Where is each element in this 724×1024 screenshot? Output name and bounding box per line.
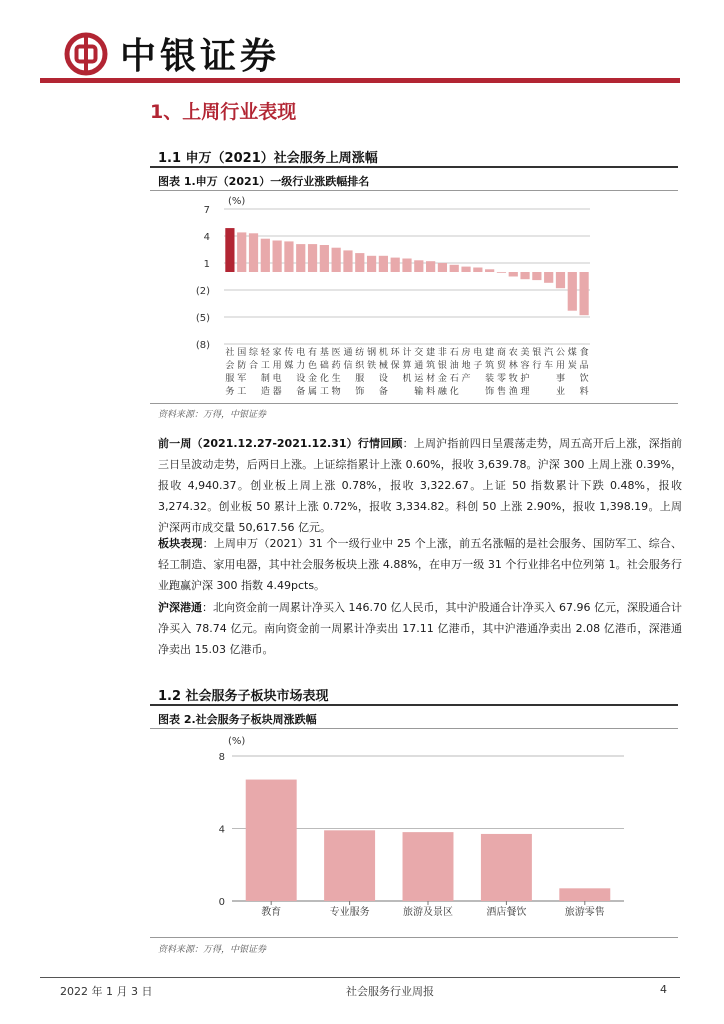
chart1-bar [273, 241, 282, 273]
chart1-x-tick-label-char: 力 [296, 361, 306, 371]
brand-name: 中银证券 [120, 36, 281, 77]
chart1-unit-label: (%) [228, 196, 246, 207]
chart2-x-tick-label: 教育 [261, 907, 282, 918]
chart1-x-tick-label-char: 机 [378, 348, 388, 358]
chart2-y-tick-labels [219, 752, 225, 908]
chart1-bar [343, 250, 352, 272]
chart1-y-tick-label: 4 [203, 232, 210, 243]
chart1-bar [461, 267, 470, 272]
chart1-x-tick-label-char: 轻 [260, 348, 270, 358]
sector-performance-text: ：上周申万（2021）31 个一级行业中 25 个上涨，前五名涨幅的是社会服务、国防军工、综合、轻工制造、家用电器，其中社会服务板块上涨 4.88%，在申万一级 31 个行业排名中位列第 1。社会服务行业跑赢沪深 300 指数 4.49pcts。 [158, 537, 682, 592]
chart1-bar [261, 239, 270, 272]
chart1-x-tick-label-char: 保 [390, 361, 400, 371]
chart1-x-tick-label-char: 业 [555, 387, 565, 397]
chart1-x-tick-label-char: 综 [249, 348, 259, 358]
chart1-x-tick-label-char: 输 [414, 387, 424, 397]
chart2-x-tick-label: 旅游及景区 [403, 907, 453, 918]
chart1-x-tick-label-char: 农 [508, 348, 518, 358]
chart1-x-tick-labels [225, 346, 588, 397]
chart1-bar [225, 228, 234, 272]
chart1-x-tick-label-char: 护 [520, 374, 530, 384]
chart2-x-tick-label: 酒店餐饮 [486, 907, 527, 918]
chart1-x-tick-label-char: 炭 [567, 361, 577, 371]
footer-date: 2022 年 1 月 3 日 [60, 985, 153, 998]
chart1-x-tick-label-char: 饰 [485, 387, 495, 397]
chart1-x-tick-label-char: 筑 [426, 361, 436, 371]
chart2-bars [246, 780, 611, 901]
subsection-rule-2 [150, 704, 678, 706]
chart1-x-tick-label-char: 油 [449, 361, 459, 371]
chart1-x-tick-label-char: 汽 [544, 348, 554, 358]
chart1-x-tick-label-char: 工 [237, 387, 247, 397]
chart1-x-tick-label-char: 行 [532, 361, 542, 371]
sector-performance-lead: 板块表现 [158, 537, 203, 550]
chart1-x-tick-label-char: 车 [544, 361, 554, 371]
chart1-x-tick-label-char: 贸 [496, 361, 506, 371]
chart1-x-tick-label-char: 装 [485, 374, 495, 384]
chart1-x-tick-label-char: 织 [355, 361, 365, 371]
figure-2-source: 资料来源：万得，中银证券 [158, 945, 267, 955]
chart1-x-tick-label-char: 运 [414, 374, 424, 384]
chart1-bar [296, 244, 305, 272]
chart1-bar [544, 272, 553, 283]
chart1-x-tick-label-char: 础 [319, 361, 329, 371]
chart1-x-tick-label-char: 械 [378, 361, 388, 371]
bank-of-china-logo-icon [64, 32, 108, 76]
chart1-x-tick-label-char: 医 [331, 348, 341, 358]
chart2-bar [481, 834, 532, 901]
chart1-x-tick-label-char: 交 [414, 348, 424, 358]
chart1-x-tick-label-char: 金 [437, 374, 447, 384]
chart1-bar [532, 272, 541, 280]
chart1-x-tick-label-char: 传 [284, 348, 294, 358]
chart1-bar [520, 272, 529, 279]
industry-ranking-chart [150, 192, 680, 404]
stock-connect-text: ：北向资金前一周累计净买入 146.70 亿人民币，其中沪股通合计净买入 67.96 亿元，深股通合计净买入 78.74 亿元。南向资金前一周累计净卖出 17.11 亿港币，其中沪港通净卖出 2.08 亿港币，深港通净卖出 15.03 亿港币。 [158, 601, 683, 656]
chart1-x-tick-label-char: 环 [390, 348, 400, 358]
chart2-bar [559, 888, 610, 901]
sector-performance-paragraph [158, 533, 682, 596]
chart1-bar [579, 272, 588, 315]
chart1-x-tick-label-char: 工 [260, 361, 270, 371]
figure-2-top-rule [150, 728, 678, 729]
footer-rule [40, 977, 680, 978]
header-rule [40, 78, 680, 83]
chart1-bar [414, 260, 423, 272]
chart1-x-tick-label-char: 品 [579, 361, 589, 371]
figure-1-title: 图表 1.申万（2021）一级行业涨跌幅排名 [158, 175, 370, 188]
chart1-x-tick-label-char: 纺 [355, 348, 365, 358]
chart1-bar [391, 258, 400, 272]
chart1-x-tick-label-char: 地 [461, 361, 471, 371]
chart1-x-tick-label-char: 化 [319, 374, 329, 384]
chart1-x-tick-label-char: 银 [437, 361, 447, 371]
footer-page-number: 4 [660, 983, 667, 996]
chart1-x-tick-label-char: 军 [237, 374, 247, 384]
chart1-x-tick-label-char: 计 [402, 348, 412, 358]
chart1-x-tick-label-char: 基 [319, 348, 329, 358]
chart1-y-tick-label: 7 [203, 205, 210, 216]
section-title: 1、上周行业表现 [150, 101, 297, 123]
subsection-rule-1 [150, 166, 678, 168]
footer-report-name: 社会服务行业周报 [346, 985, 434, 998]
chart1-x-tick-label-char: 铁 [367, 361, 377, 371]
weekly-review-paragraph [158, 433, 682, 538]
stock-connect-lead: 沪深港通 [158, 601, 203, 614]
chart1-x-tick-label-char: 饮 [579, 374, 589, 384]
chart1-x-tick-label-char: 银 [532, 348, 542, 358]
stock-connect-paragraph [158, 597, 682, 660]
chart1-x-tick-label-char: 色 [308, 361, 318, 371]
chart1-x-tick-label-char: 有 [308, 348, 318, 358]
chart1-x-tick-label-char: 用 [272, 361, 282, 371]
chart1-y-tick-label: (8) [195, 340, 210, 351]
chart1-y-tick-label: 1 [203, 259, 210, 270]
chart1-bar [237, 232, 246, 272]
chart1-x-tick-label-char: 金 [308, 374, 318, 384]
chart1-x-tick-label-char: 工 [319, 387, 329, 397]
chart1-x-tick-label-char: 造 [260, 387, 270, 397]
chart1-x-tick-label-char: 房 [461, 348, 471, 358]
chart1-bar [355, 253, 364, 272]
figure-1-source: 资料来源：万得，中银证券 [158, 410, 267, 420]
chart1-bars [225, 228, 588, 315]
chart1-x-tick-label-char: 设 [378, 374, 388, 384]
chart1-x-tick-label-char: 媒 [284, 361, 294, 371]
chart1-x-tick-label-char: 零 [496, 374, 506, 384]
figure-1-top-rule [150, 190, 678, 191]
chart1-x-tick-label-char: 设 [296, 374, 306, 384]
subsection-title-1: 1.1 申万（2021）社会服务上周涨幅 [158, 151, 378, 166]
chart1-x-tick-label-char: 通 [414, 361, 424, 371]
chart1-bar [438, 263, 447, 272]
chart1-x-tick-label-char: 服 [225, 374, 235, 384]
chart1-y-tick-labels [196, 205, 210, 351]
chart1-bar [509, 272, 518, 277]
subsector-weekly-change-chart [150, 730, 680, 938]
chart1-x-tick-label-char: 筑 [485, 361, 495, 371]
chart1-x-tick-label-char: 备 [378, 387, 388, 397]
chart1-bar [320, 245, 329, 272]
chart1-bar [426, 261, 435, 272]
figure-2-bottom-rule [150, 937, 678, 938]
chart1-x-tick-label-char: 建 [485, 348, 495, 358]
figure-1-bottom-rule [150, 403, 678, 404]
chart1-x-tick-label-char: 售 [496, 387, 506, 397]
chart1-bar [367, 256, 376, 272]
chart1-x-tick-label-char: 材 [426, 374, 436, 384]
chart1-bar [402, 259, 411, 273]
chart2-unit-label: (%) [228, 736, 246, 747]
chart1-x-tick-label-char: 煤 [567, 348, 577, 358]
chart1-x-tick-label-char: 化 [449, 387, 459, 397]
chart1-x-tick-label-char: 防 [237, 361, 247, 371]
chart1-x-tick-label-char: 牧 [508, 374, 518, 384]
chart1-x-tick-label-char: 渔 [508, 387, 518, 397]
chart1-x-tick-label-char: 社 [225, 348, 235, 358]
chart2-x-tick-label: 专业服务 [329, 907, 370, 918]
chart1-x-tick-label-char: 生 [331, 374, 341, 384]
chart1-bar [308, 244, 317, 272]
chart1-bar [473, 268, 482, 273]
chart1-x-tick-label-char: 食 [579, 348, 589, 358]
chart1-bar [450, 265, 459, 272]
chart1-x-tick-label-char: 属 [308, 387, 318, 397]
chart2-x-tick-labels [261, 905, 605, 918]
chart1-x-tick-label-char: 料 [426, 387, 436, 397]
chart1-bar [284, 241, 293, 272]
chart1-x-tick-label-char: 林 [508, 361, 518, 371]
subsection-title-2: 1.2 社会服务子板块市场表现 [158, 689, 329, 704]
chart1-x-tick-label-char: 事 [555, 374, 565, 384]
chart1-x-tick-label-char: 备 [296, 387, 306, 397]
chart1-x-tick-label-char: 器 [272, 387, 282, 397]
chart1-x-tick-label-char: 产 [461, 374, 471, 384]
chart1-bar [568, 272, 577, 311]
figure-2-title: 图表 2.社会服务子板块周涨跌幅 [158, 713, 317, 726]
chart1-x-tick-label-char: 信 [343, 361, 353, 371]
chart1-x-tick-label-char: 家 [272, 348, 282, 358]
chart1-x-tick-label-char: 机 [402, 374, 412, 384]
chart1-x-tick-label-char: 合 [249, 361, 259, 371]
chart1-x-tick-label-char: 算 [402, 361, 412, 371]
chart1-bar [249, 233, 258, 272]
chart1-x-tick-label-char: 物 [331, 387, 341, 397]
chart2-bar [403, 832, 454, 901]
chart1-x-tick-label-char: 药 [331, 361, 341, 371]
chart1-x-tick-label-char: 建 [426, 348, 436, 358]
weekly-review-lead: 前一周（2021.12.27-2021.12.31）行情回顾 [158, 437, 403, 450]
chart1-x-tick-label-char: 融 [437, 387, 447, 397]
chart1-x-tick-label-char: 美 [520, 348, 530, 358]
chart2-y-tick-label: 4 [218, 824, 225, 836]
chart1-bar [332, 248, 341, 272]
chart1-x-tick-label-char: 饰 [355, 387, 365, 397]
chart1-x-tick-label-char: 会 [225, 361, 235, 371]
chart1-bar [379, 256, 388, 272]
chart1-x-tick-label-char: 电 [272, 374, 282, 384]
chart1-x-tick-label-char: 商 [496, 348, 506, 358]
chart2-bar [324, 830, 375, 901]
chart1-y-tick-label: (5) [195, 313, 210, 324]
chart1-x-tick-label-char: 石 [449, 348, 459, 358]
chart1-x-tick-label-char: 电 [473, 348, 483, 358]
chart1-bar [556, 272, 565, 288]
chart1-x-tick-label-char: 制 [260, 374, 270, 384]
chart2-y-tick-label: 0 [218, 897, 225, 908]
chart1-x-tick-label-char: 理 [520, 387, 530, 397]
chart1-x-tick-label-char: 料 [579, 387, 589, 397]
chart1-x-tick-label-char: 钢 [367, 348, 377, 358]
chart1-x-tick-label-char: 用 [555, 361, 565, 371]
chart1-x-tick-label-char: 子 [473, 361, 483, 371]
chart1-x-tick-label-char: 服 [355, 374, 365, 384]
chart1-x-tick-label-char: 非 [437, 348, 447, 358]
chart1-x-tick-label-char: 通 [343, 348, 353, 358]
chart1-y-tick-label: (2) [195, 286, 210, 297]
chart1-bar [485, 269, 494, 272]
chart1-x-tick-label-char: 石 [449, 374, 459, 384]
chart2-x-tick-label: 旅游零售 [564, 907, 605, 918]
chart1-x-tick-label-char: 电 [296, 348, 306, 358]
chart1-x-tick-label-char: 务 [225, 387, 235, 397]
chart1-x-tick-label-char: 容 [520, 361, 530, 371]
chart1-x-tick-label-char: 国 [237, 348, 247, 358]
chart1-bar [497, 272, 506, 273]
chart2-y-tick-label: 8 [218, 752, 225, 763]
chart2-bar [246, 780, 297, 901]
weekly-review-text: ：上周沪指前四日呈震荡走势，周五高开后上涨，深指前三日呈波动走势，后两日上涨。上证综指累计上涨 0.60%，报收 3,639.78。沪深 300 上周上涨 0.39%，报收 4,940.37。创业板上周上涨 0.78%，报收 3,322.67。上证 50 指数累计下跌 0.48%，报收 3,274.32。创业板 50 累计上涨 0.72%，报收 3,334.82。科创 50 上涨 2.90%，报收 1,398.19。上周沪深两市成交量 50,617.56 亿元。 [158, 437, 683, 534]
chart1-x-tick-label-char: 公 [555, 348, 565, 358]
